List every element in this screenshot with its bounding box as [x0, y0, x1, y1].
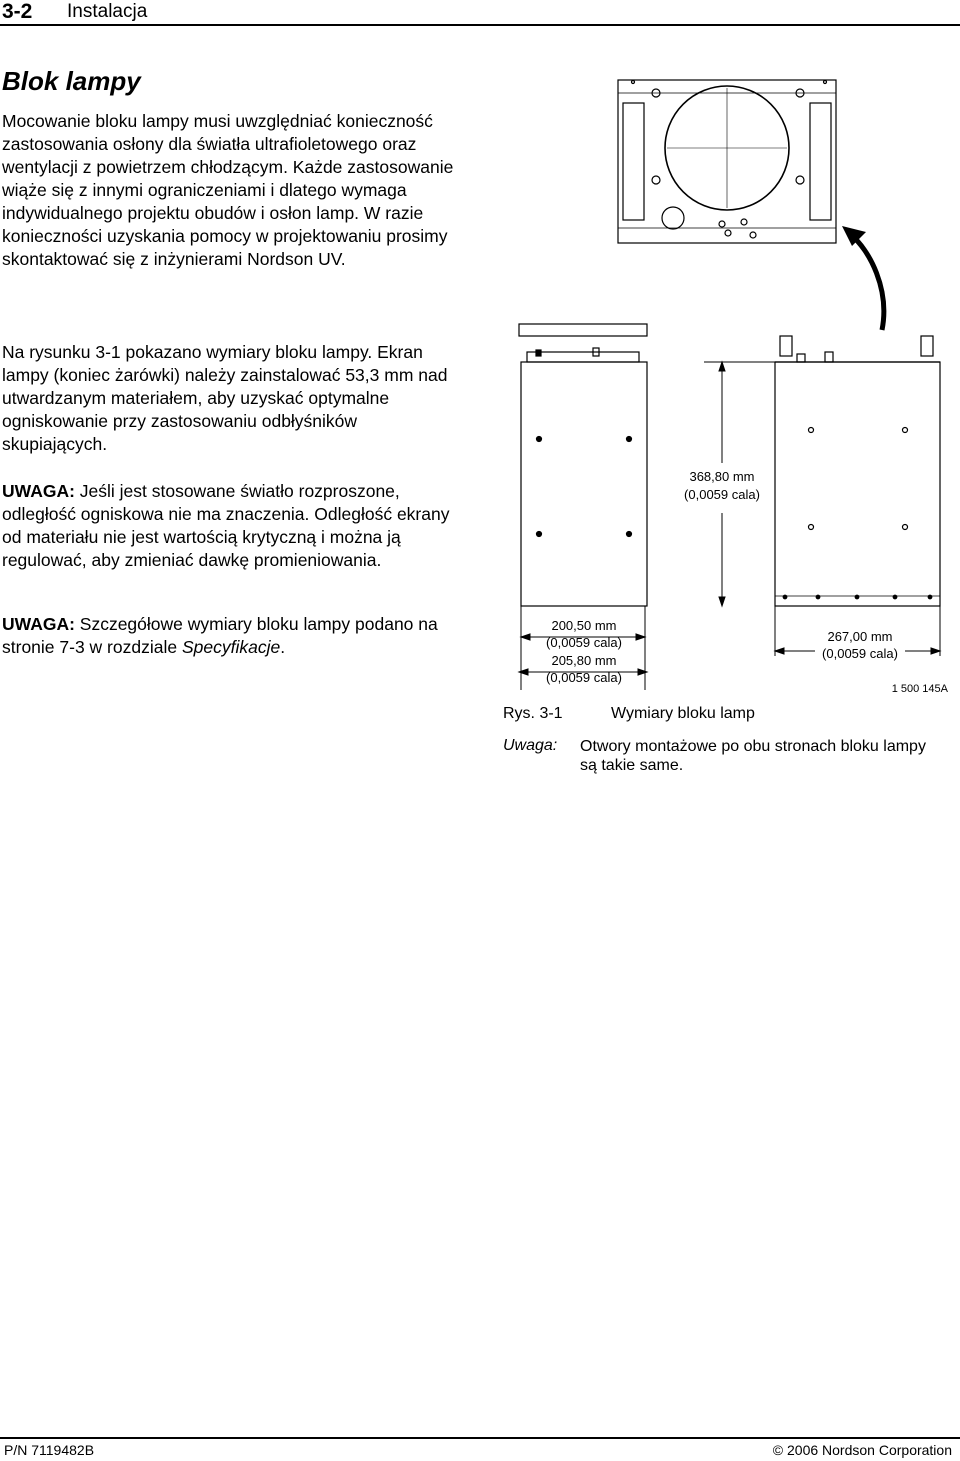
figure-number: Rys. 3-1	[503, 705, 563, 722]
drawing-id: 1 500 145A	[891, 683, 948, 695]
dimensions-paragraph: Na rysunku 3-1 pokazano wymiary bloku lampy. Ekran lampy (koniec żarówki) należy zainstalować 53,3 mm nad utwardzanym materiałem, aby uzyskać optymalne ogniskowanie przy zastosowaniu odbłyśników skupiających.	[2, 342, 448, 454]
side-view	[775, 336, 940, 606]
footer-rule	[0, 1437, 960, 1439]
note-text: Szczegółowe wymiary bloku lampy podano na stronie 7-3 w rozdziale	[2, 614, 438, 657]
view-arrow	[842, 226, 884, 330]
figure-note-text: Otwory montażowe po obu stronach bloku lampy są takie same.	[580, 738, 926, 774]
dim-width2-tolerance: (0,0059 cala)	[546, 670, 622, 685]
note-text: Jeśli jest stosowane światło rozproszone, odległość ogniskowa nie ma znaczenia. Odległość ekrany od materiału nie jest wartością krytyczną i można ją regulować, aby zmieniać dawkę promieniowania.	[2, 481, 450, 570]
dim-height-tolerance: (0,0059 cala)	[684, 487, 760, 502]
dim-width1-tolerance: (0,0059 cala)	[546, 635, 622, 650]
figure-caption: Wymiary bloku lamp	[611, 705, 755, 722]
dim-depth-value: 267,00 mm	[827, 629, 893, 644]
section-header: Instalacja	[67, 1, 148, 22]
page-number: 3-2	[2, 0, 33, 23]
front-view	[519, 324, 647, 606]
copyright: © 2006 Nordson Corporation	[772, 1442, 952, 1458]
specifications-reference: Specyfikacje	[181, 637, 281, 657]
page-title: Blok lampy	[2, 66, 141, 96]
note-label: UWAGA:	[2, 614, 75, 634]
dim-width1-value: 200,50 mm	[551, 618, 617, 633]
part-number: P/N 7119482B	[4, 1442, 95, 1458]
dim-depth-tolerance: (0,0059 cala)	[822, 646, 898, 661]
height-dimension	[704, 362, 775, 606]
note-text-end: .	[280, 637, 286, 657]
dim-height-value: 368,80 mm	[689, 469, 755, 484]
figure-note-label: Uwaga:	[503, 737, 558, 754]
dim-width2-value: 205,80 mm	[551, 653, 617, 668]
intro-paragraph: Mocowanie bloku lampy musi uwzględniać konieczność zastosowania osłony dla światła ultrafioletowego oraz wentylacji z powietrzem chłodzącym. Każde zastosowanie wiąże się z innymi ograniczeniami i dlatego wymaga indywidualnego projektu obudów i osłon lamp. W razie konieczności uzyskania pomocy w projektowaniu prosimy skontaktować się z inżynierami Nordson UV.	[2, 111, 454, 269]
note-label: UWAGA:	[2, 481, 75, 501]
top-view	[618, 80, 836, 243]
lamp-block-drawing	[0, 0, 960, 730]
